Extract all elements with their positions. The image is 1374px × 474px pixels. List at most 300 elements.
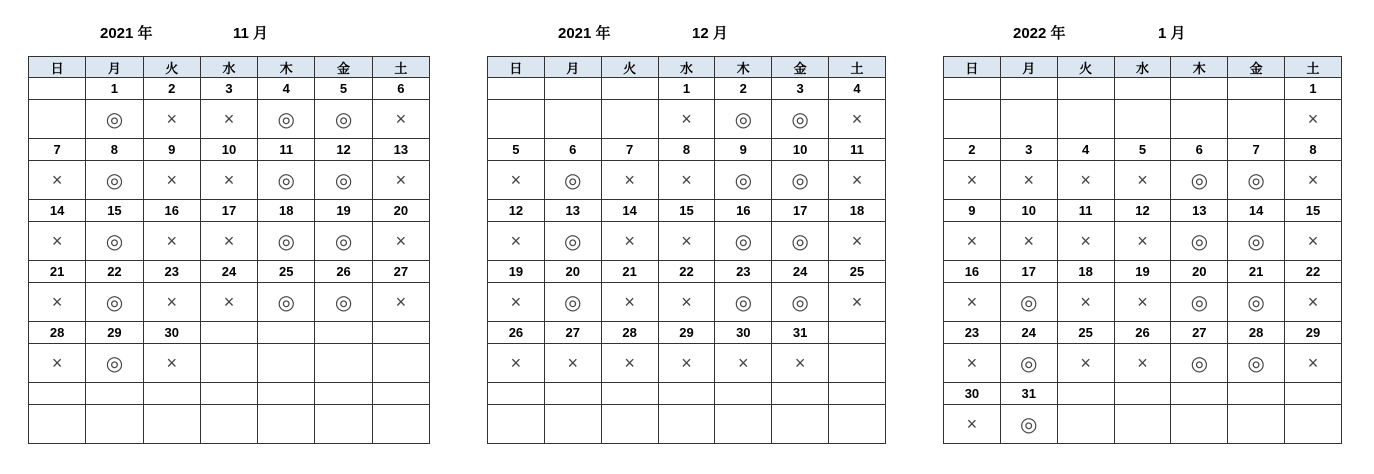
mark-row <box>488 344 886 383</box>
unavailable-mark: × <box>488 222 545 261</box>
empty-mark <box>1057 100 1114 139</box>
empty-mark <box>715 405 772 444</box>
unavailable-mark: × <box>488 161 545 200</box>
mark-row <box>488 161 886 200</box>
empty-mark <box>1228 405 1285 444</box>
unavailable-mark: × <box>29 344 86 383</box>
empty-mark <box>544 100 601 139</box>
unavailable-mark: × <box>143 344 200 383</box>
available-mark: ◎ <box>1171 222 1228 261</box>
available-mark: ◎ <box>315 283 372 322</box>
day-number: 13 <box>544 200 601 222</box>
weekday-header: 水 <box>658 57 715 78</box>
date-row <box>488 200 886 222</box>
unavailable-mark: × <box>1114 283 1171 322</box>
date-row <box>488 78 886 100</box>
day-number: 17 <box>200 200 257 222</box>
date-row <box>488 322 886 344</box>
unavailable-mark: × <box>544 344 601 383</box>
unavailable-mark: × <box>829 222 886 261</box>
date-row <box>944 383 1342 405</box>
day-number <box>258 322 315 344</box>
available-mark: ◎ <box>86 344 143 383</box>
mark-row <box>29 100 430 139</box>
weekday-header: 火 <box>143 57 200 78</box>
date-row <box>488 261 886 283</box>
empty-mark <box>1000 100 1057 139</box>
available-mark: ◎ <box>544 161 601 200</box>
weekday-header: 月 <box>544 57 601 78</box>
unavailable-mark: × <box>29 161 86 200</box>
day-number: 5 <box>488 139 545 161</box>
unavailable-mark: × <box>1057 344 1114 383</box>
day-number <box>944 78 1001 100</box>
day-number: 13 <box>372 139 429 161</box>
unavailable-mark: × <box>1114 344 1171 383</box>
unavailable-mark: × <box>944 161 1001 200</box>
mark-row <box>29 283 430 322</box>
date-row <box>29 261 430 283</box>
day-number: 19 <box>1114 261 1171 283</box>
day-number: 23 <box>715 261 772 283</box>
day-number: 2 <box>715 78 772 100</box>
day-number <box>1114 78 1171 100</box>
empty-mark <box>258 344 315 383</box>
empty-mark <box>1171 100 1228 139</box>
unavailable-mark: × <box>772 344 829 383</box>
day-number: 11 <box>1057 200 1114 222</box>
day-number: 25 <box>829 261 886 283</box>
empty-mark <box>29 100 86 139</box>
empty-mark <box>1114 405 1171 444</box>
unavailable-mark: × <box>658 222 715 261</box>
weekday-header: 火 <box>1057 57 1114 78</box>
mark-row <box>944 100 1342 139</box>
available-mark: ◎ <box>86 161 143 200</box>
day-number: 23 <box>944 322 1001 344</box>
day-number: 8 <box>86 139 143 161</box>
date-row <box>944 200 1342 222</box>
available-mark: ◎ <box>258 222 315 261</box>
empty-mark <box>944 100 1001 139</box>
day-number: 12 <box>488 200 545 222</box>
day-number: 19 <box>315 200 372 222</box>
empty-mark <box>772 405 829 444</box>
available-mark: ◎ <box>715 161 772 200</box>
day-number: 1 <box>86 78 143 100</box>
unavailable-mark: × <box>200 161 257 200</box>
empty-mark <box>372 405 429 444</box>
day-number: 13 <box>1171 200 1228 222</box>
calendar-grid <box>943 56 1342 444</box>
mark-row <box>29 405 430 444</box>
available-mark: ◎ <box>1000 344 1057 383</box>
day-number: 29 <box>86 322 143 344</box>
day-number: 16 <box>143 200 200 222</box>
day-number: 10 <box>772 139 829 161</box>
date-row <box>29 383 430 405</box>
available-mark: ◎ <box>315 222 372 261</box>
day-number: 4 <box>1057 139 1114 161</box>
empty-mark <box>86 405 143 444</box>
month-label: 1 月 <box>1158 25 1186 42</box>
day-number: 24 <box>1000 322 1057 344</box>
weekday-header-row <box>29 57 430 78</box>
day-number: 9 <box>715 139 772 161</box>
date-row <box>29 78 430 100</box>
day-number <box>372 383 429 405</box>
day-number <box>1057 78 1114 100</box>
empty-mark <box>829 344 886 383</box>
available-mark: ◎ <box>1000 283 1057 322</box>
day-number: 26 <box>1114 322 1171 344</box>
month-label: 11 月 <box>233 25 269 42</box>
available-mark: ◎ <box>258 100 315 139</box>
unavailable-mark: × <box>143 100 200 139</box>
mark-row <box>488 405 886 444</box>
date-row <box>29 322 430 344</box>
day-number: 16 <box>715 200 772 222</box>
unavailable-mark: × <box>1114 161 1171 200</box>
available-mark: ◎ <box>1228 161 1285 200</box>
empty-mark <box>200 405 257 444</box>
calendar-title <box>558 22 758 44</box>
weekday-header: 金 <box>315 57 372 78</box>
unavailable-mark: × <box>658 100 715 139</box>
day-number: 10 <box>1000 200 1057 222</box>
day-number: 27 <box>372 261 429 283</box>
year-label: 2021 年 <box>558 25 611 42</box>
empty-mark <box>258 405 315 444</box>
day-number <box>772 383 829 405</box>
day-number <box>86 383 143 405</box>
unavailable-mark: × <box>200 100 257 139</box>
available-mark: ◎ <box>772 222 829 261</box>
day-number: 28 <box>1228 322 1285 344</box>
day-number <box>658 383 715 405</box>
unavailable-mark: × <box>658 161 715 200</box>
available-mark: ◎ <box>86 222 143 261</box>
date-row <box>29 200 430 222</box>
day-number: 16 <box>944 261 1001 283</box>
weekday-header: 木 <box>1171 57 1228 78</box>
day-number: 28 <box>29 322 86 344</box>
available-mark: ◎ <box>715 283 772 322</box>
unavailable-mark: × <box>601 222 658 261</box>
day-number: 3 <box>1000 139 1057 161</box>
day-number <box>544 383 601 405</box>
date-row <box>488 139 886 161</box>
day-number <box>315 322 372 344</box>
unavailable-mark: × <box>658 283 715 322</box>
unavailable-mark: × <box>944 344 1001 383</box>
unavailable-mark: × <box>1000 222 1057 261</box>
mark-row <box>488 283 886 322</box>
day-number: 9 <box>944 200 1001 222</box>
day-number: 2 <box>143 78 200 100</box>
day-number <box>488 383 545 405</box>
day-number <box>544 78 601 100</box>
empty-mark <box>658 405 715 444</box>
day-number: 11 <box>258 139 315 161</box>
day-number <box>488 78 545 100</box>
unavailable-mark: × <box>29 283 86 322</box>
day-number: 17 <box>1000 261 1057 283</box>
empty-mark <box>29 405 86 444</box>
day-number: 31 <box>1000 383 1057 405</box>
day-number <box>1171 383 1228 405</box>
weekday-header: 金 <box>772 57 829 78</box>
year-label: 2021 年 <box>100 25 153 42</box>
day-number: 2 <box>944 139 1001 161</box>
day-number <box>601 78 658 100</box>
day-number: 29 <box>1285 322 1342 344</box>
empty-mark <box>544 405 601 444</box>
unavailable-mark: × <box>488 283 545 322</box>
available-mark: ◎ <box>1228 344 1285 383</box>
available-mark: ◎ <box>715 100 772 139</box>
date-row <box>944 139 1342 161</box>
day-number: 22 <box>658 261 715 283</box>
unavailable-mark: × <box>829 283 886 322</box>
unavailable-mark: × <box>29 222 86 261</box>
available-mark: ◎ <box>315 161 372 200</box>
day-number: 3 <box>772 78 829 100</box>
day-number: 15 <box>658 200 715 222</box>
day-number: 7 <box>1228 139 1285 161</box>
day-number: 25 <box>258 261 315 283</box>
unavailable-mark: × <box>372 283 429 322</box>
weekday-header: 土 <box>1285 57 1342 78</box>
unavailable-mark: × <box>1057 222 1114 261</box>
unavailable-mark: × <box>829 100 886 139</box>
unavailable-mark: × <box>1114 222 1171 261</box>
day-number: 24 <box>200 261 257 283</box>
day-number: 17 <box>772 200 829 222</box>
day-number: 30 <box>944 383 1001 405</box>
day-number <box>1057 383 1114 405</box>
unavailable-mark: × <box>1285 344 1342 383</box>
weekday-header: 火 <box>601 57 658 78</box>
day-number: 6 <box>372 78 429 100</box>
weekday-header: 日 <box>944 57 1001 78</box>
mark-row <box>29 222 430 261</box>
day-number: 27 <box>1171 322 1228 344</box>
day-number: 14 <box>601 200 658 222</box>
day-number <box>829 383 886 405</box>
day-number: 21 <box>1228 261 1285 283</box>
day-number: 14 <box>29 200 86 222</box>
unavailable-mark: × <box>143 283 200 322</box>
unavailable-mark: × <box>372 161 429 200</box>
unavailable-mark: × <box>143 222 200 261</box>
empty-mark <box>315 344 372 383</box>
day-number: 30 <box>715 322 772 344</box>
unavailable-mark: × <box>944 283 1001 322</box>
available-mark: ◎ <box>772 283 829 322</box>
day-number <box>601 383 658 405</box>
day-number: 9 <box>143 139 200 161</box>
unavailable-mark: × <box>488 344 545 383</box>
available-mark: ◎ <box>1171 283 1228 322</box>
empty-mark <box>1228 100 1285 139</box>
date-row <box>944 78 1342 100</box>
unavailable-mark: × <box>1057 283 1114 322</box>
day-number <box>715 383 772 405</box>
day-number: 5 <box>315 78 372 100</box>
weekday-header: 月 <box>1000 57 1057 78</box>
day-number: 3 <box>200 78 257 100</box>
empty-mark <box>488 405 545 444</box>
day-number: 26 <box>488 322 545 344</box>
day-number: 20 <box>544 261 601 283</box>
unavailable-mark: × <box>200 222 257 261</box>
available-mark: ◎ <box>258 161 315 200</box>
day-number: 7 <box>29 139 86 161</box>
empty-mark <box>143 405 200 444</box>
day-number <box>258 383 315 405</box>
available-mark: ◎ <box>772 161 829 200</box>
unavailable-mark: × <box>829 161 886 200</box>
day-number <box>29 383 86 405</box>
day-number <box>200 322 257 344</box>
day-number <box>1171 78 1228 100</box>
empty-mark <box>1114 100 1171 139</box>
calendar-title <box>100 22 300 44</box>
day-number: 7 <box>601 139 658 161</box>
day-number: 5 <box>1114 139 1171 161</box>
day-number: 8 <box>658 139 715 161</box>
day-number <box>1228 78 1285 100</box>
day-number: 4 <box>829 78 886 100</box>
date-row <box>488 383 886 405</box>
available-mark: ◎ <box>86 100 143 139</box>
weekday-header: 水 <box>200 57 257 78</box>
day-number: 11 <box>829 139 886 161</box>
weekday-header-row <box>488 57 886 78</box>
day-number: 18 <box>829 200 886 222</box>
day-number: 21 <box>601 261 658 283</box>
weekday-header: 木 <box>258 57 315 78</box>
unavailable-mark: × <box>372 222 429 261</box>
day-number: 19 <box>488 261 545 283</box>
day-number <box>1114 383 1171 405</box>
available-mark: ◎ <box>1000 405 1057 444</box>
day-number: 21 <box>29 261 86 283</box>
mark-row <box>944 405 1342 444</box>
weekday-header: 木 <box>715 57 772 78</box>
available-mark: ◎ <box>544 222 601 261</box>
day-number: 6 <box>544 139 601 161</box>
unavailable-mark: × <box>1285 222 1342 261</box>
mark-row <box>488 100 886 139</box>
year-label: 2022 年 <box>1013 25 1066 42</box>
day-number <box>315 383 372 405</box>
mark-row <box>944 283 1342 322</box>
unavailable-mark: × <box>658 344 715 383</box>
day-number <box>829 322 886 344</box>
unavailable-mark: × <box>1285 100 1342 139</box>
calendar-grid <box>28 56 430 444</box>
day-number: 8 <box>1285 139 1342 161</box>
day-number <box>200 383 257 405</box>
available-mark: ◎ <box>544 283 601 322</box>
unavailable-mark: × <box>944 405 1001 444</box>
weekday-header: 日 <box>29 57 86 78</box>
day-number: 22 <box>1285 261 1342 283</box>
unavailable-mark: × <box>372 100 429 139</box>
day-number: 30 <box>143 322 200 344</box>
day-number: 18 <box>258 200 315 222</box>
day-number: 31 <box>772 322 829 344</box>
empty-mark <box>601 100 658 139</box>
unavailable-mark: × <box>1057 161 1114 200</box>
unavailable-mark: × <box>1285 283 1342 322</box>
weekday-header-row <box>944 57 1342 78</box>
calendar-grid <box>487 56 886 444</box>
weekday-header: 土 <box>829 57 886 78</box>
available-mark: ◎ <box>1228 222 1285 261</box>
available-mark: ◎ <box>315 100 372 139</box>
unavailable-mark: × <box>601 161 658 200</box>
date-row <box>944 261 1342 283</box>
day-number <box>1000 78 1057 100</box>
day-number: 14 <box>1228 200 1285 222</box>
available-mark: ◎ <box>1171 161 1228 200</box>
unavailable-mark: × <box>601 344 658 383</box>
day-number: 29 <box>658 322 715 344</box>
mark-row <box>29 344 430 383</box>
unavailable-mark: × <box>715 344 772 383</box>
unavailable-mark: × <box>200 283 257 322</box>
empty-mark <box>200 344 257 383</box>
day-number: 24 <box>772 261 829 283</box>
day-number <box>143 383 200 405</box>
day-number: 20 <box>1171 261 1228 283</box>
available-mark: ◎ <box>715 222 772 261</box>
unavailable-mark: × <box>1000 161 1057 200</box>
day-number: 25 <box>1057 322 1114 344</box>
calendar-title <box>1013 22 1213 44</box>
month-label: 12 月 <box>692 25 728 42</box>
empty-mark <box>829 405 886 444</box>
weekday-header: 金 <box>1228 57 1285 78</box>
day-number: 6 <box>1171 139 1228 161</box>
weekday-header: 土 <box>372 57 429 78</box>
day-number: 4 <box>258 78 315 100</box>
weekday-header: 月 <box>86 57 143 78</box>
empty-mark <box>1171 405 1228 444</box>
empty-mark <box>488 100 545 139</box>
empty-mark <box>1057 405 1114 444</box>
day-number <box>29 78 86 100</box>
day-number: 12 <box>1114 200 1171 222</box>
available-mark: ◎ <box>86 283 143 322</box>
date-row <box>944 322 1342 344</box>
empty-mark <box>1285 405 1342 444</box>
day-number: 15 <box>86 200 143 222</box>
day-number: 26 <box>315 261 372 283</box>
unavailable-mark: × <box>601 283 658 322</box>
unavailable-mark: × <box>143 161 200 200</box>
empty-mark <box>372 344 429 383</box>
day-number <box>1285 383 1342 405</box>
empty-mark <box>315 405 372 444</box>
unavailable-mark: × <box>1285 161 1342 200</box>
day-number: 1 <box>1285 78 1342 100</box>
weekday-header: 日 <box>488 57 545 78</box>
mark-row <box>29 161 430 200</box>
